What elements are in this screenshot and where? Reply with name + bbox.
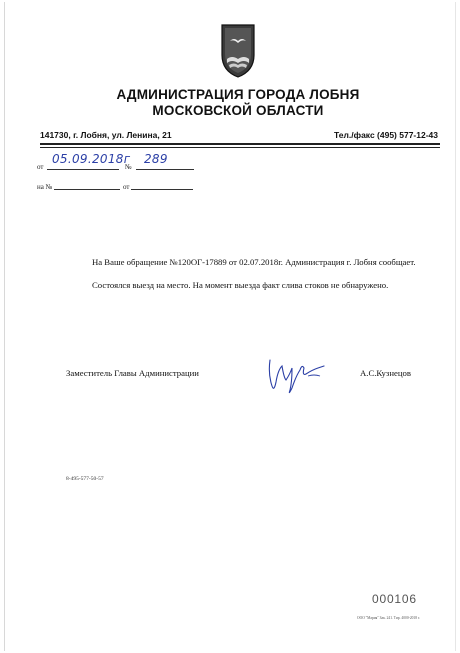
- phone-fax: Тел./факс (495) 577-12-43: [334, 130, 438, 140]
- executor-phone: 8-495-577-50-57: [66, 476, 104, 482]
- body-paragraph-1: На Ваше обращение №120ОГ-17889 от 02.07.2018г. Администрация г. Лобня сообщает.: [92, 257, 416, 267]
- org-title-line2: МОСКОВСКОЙ ОБЛАСТИ: [152, 103, 324, 118]
- document-serial-number: 000106: [372, 592, 417, 606]
- org-title-line1: АДМИНИСТРАЦИЯ ГОРОДА ЛОБНЯ: [116, 87, 360, 102]
- ref-from-label: от: [123, 183, 130, 191]
- address-row: [40, 130, 440, 142]
- lobnya-coat-of-arms-icon: [216, 19, 260, 79]
- header-rule-thin: [40, 147, 440, 148]
- handwritten-signature: [262, 352, 332, 396]
- signer-name: А.С.Кузнецов: [360, 368, 411, 378]
- signer-role: Заместитель Главы Администрации: [66, 368, 199, 378]
- number-value: 289: [144, 152, 168, 166]
- number-label: №: [125, 163, 132, 171]
- body-paragraph-2: Состоялся выезд на место. На момент выезда факт слива стоков не обнаружено.: [92, 280, 389, 290]
- ref-number-line: [54, 180, 120, 190]
- date-value: 05.09.2018г: [52, 152, 131, 166]
- header-rule-thick: [40, 143, 440, 145]
- address: 141730, г. Лобня, ул. Ленина, 21: [40, 130, 172, 140]
- ref-date-line: [131, 180, 193, 190]
- from-label: от: [37, 163, 44, 171]
- print-note: ООО "Мария" Зак. 241. Тир. 4000-2018 г.: [357, 616, 420, 620]
- ref-label: на №: [37, 183, 53, 191]
